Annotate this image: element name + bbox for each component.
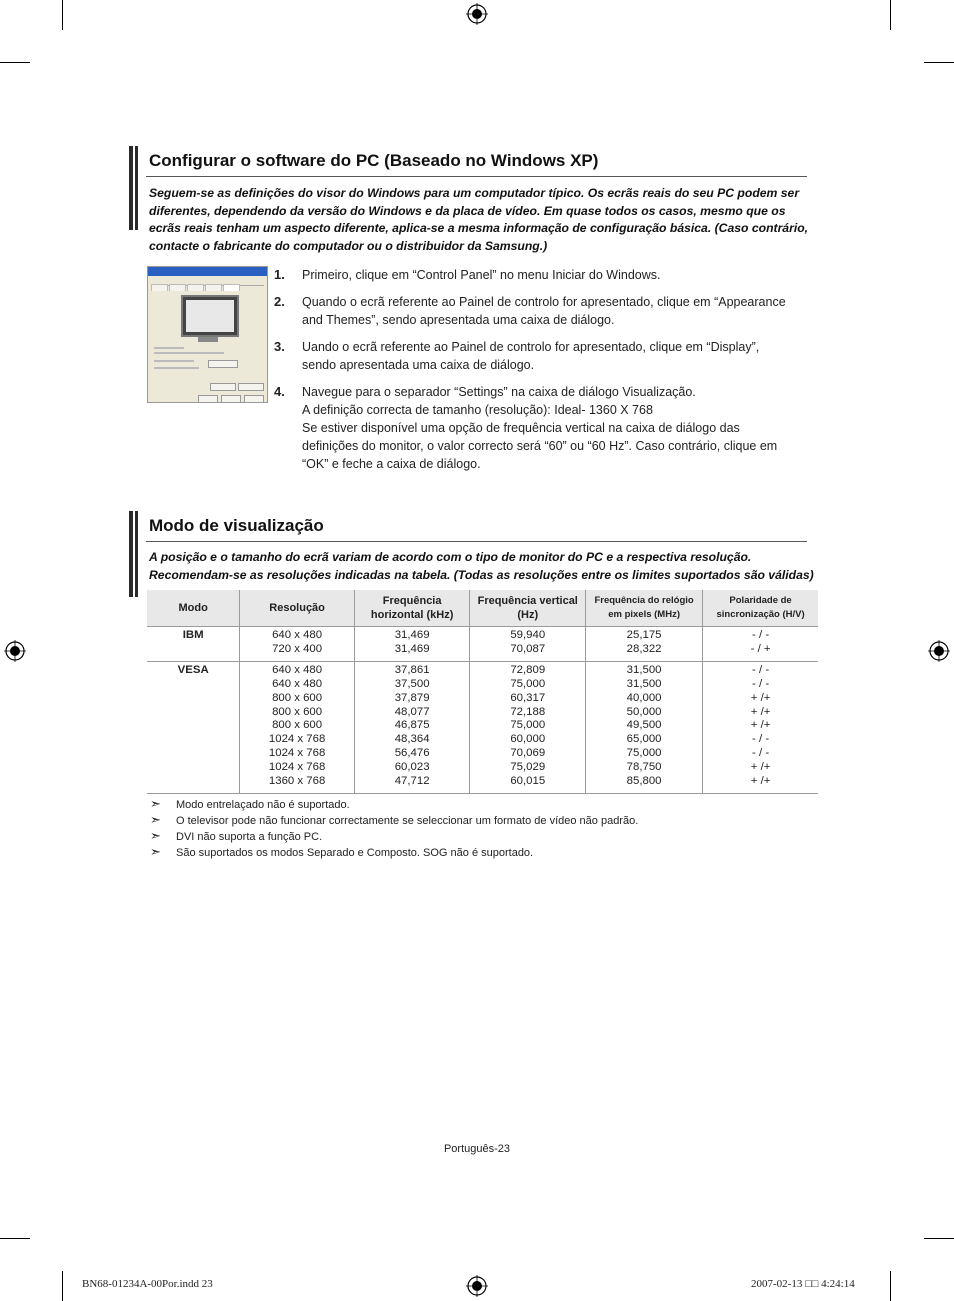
steps-list <box>274 266 794 482</box>
cell-value: 31,469 <box>394 629 430 641</box>
crop-mark <box>890 1271 891 1301</box>
cell-value: + /+ <box>750 719 771 732</box>
cell-value: 1024 x 768 <box>268 761 326 774</box>
page-footer: Português-23 <box>443 1143 511 1155</box>
step-text: Se estiver disponível uma opção de frequência vertical na caixa de diálogo das definições do monitor, o valor correcto será “60” ou “60 Hz”. Caso contrário, clique em “OK” e feche a caixa de diálogo. <box>302 421 778 471</box>
registration-mark-icon <box>466 3 488 25</box>
section-intro: Seguem-se as definições do visor do Windows para um computador típico. Os ecrãs reais do seu PC podem ser diferentes, dependendo da versão do Windows e da placa de vídeo. Em quase todos os casos, mesmo que os ecrãs reais tenham um aspecto diferente, aplica-se a mesma informação de configuração básica. (Caso contrário, contacte o fabricante do computador ou o distribuidor da Samsung.) <box>149 186 809 253</box>
section-bar <box>135 511 138 597</box>
step-item <box>274 266 794 284</box>
monitor-icon <box>181 295 239 337</box>
table-cell <box>586 627 703 662</box>
cell-value: 72,188 <box>510 705 546 718</box>
cell-value: 70,087 <box>510 642 546 655</box>
cell-value: - / + <box>750 642 771 655</box>
table-cell <box>703 627 818 662</box>
cell-value: 78,750 <box>626 761 662 774</box>
cell-value: 800 x 600 <box>272 719 323 732</box>
cell-value: 72,809 <box>510 663 546 676</box>
mode-cell: IBM <box>147 627 240 662</box>
crop-mark <box>62 1271 63 1301</box>
dialog-titlebar <box>148 267 267 276</box>
header-mode: Modo <box>147 590 240 627</box>
cell-value: 65,000 <box>626 733 662 746</box>
cell-value: 25,175 <box>626 629 662 641</box>
crop-mark <box>924 62 954 63</box>
note-item <box>150 797 638 813</box>
crop-mark <box>0 62 30 63</box>
cell-value: + /+ <box>750 761 771 774</box>
cell-value: 28,322 <box>626 642 662 655</box>
table-cell <box>354 661 470 793</box>
step-text: Uando o ecrã referente ao Painel de controlo for apresentado, clique em “Display”, sendo apresentada uma caixa de diálogo. <box>302 340 760 372</box>
cell-value: 50,000 <box>626 705 662 718</box>
cell-value: 800 x 600 <box>272 691 323 704</box>
cell-value: 85,800 <box>626 775 662 788</box>
cell-value: 60,317 <box>510 691 546 704</box>
cell-value: + /+ <box>750 775 771 788</box>
cell-value: 640 x 480 <box>272 629 323 641</box>
cell-value: 60,023 <box>394 761 430 774</box>
note-text: São suportados os modos Separado e Composto. SOG não é suportado. <box>176 847 534 859</box>
header-v-freq: Frequência vertical (Hz) <box>470 590 586 627</box>
cell-value: 48,364 <box>394 733 430 746</box>
note-item <box>150 845 638 861</box>
mode-cell: VESA <box>147 661 240 793</box>
section-intro: A posição e o tamanho do ecrã variam de acordo com o tipo de monitor do PC e a respectiva resolução. Recomendam-se as resoluções indicadas na tabela. (Todas as resoluções entre os limites suportados são válidas) <box>149 550 814 582</box>
crop-mark <box>890 0 891 30</box>
cell-value: - / - <box>752 747 770 760</box>
step-item <box>274 293 794 329</box>
table-cell <box>703 661 818 793</box>
step-text: A definição correcta de tamanho (resolução): Ideal- 1360 X 768 <box>302 403 653 417</box>
cell-value: 640 x 480 <box>272 677 323 690</box>
table-header-row <box>147 590 818 627</box>
cell-value: 720 x 400 <box>272 642 323 655</box>
cell-value: 46,875 <box>394 719 430 732</box>
cell-value: 60,015 <box>510 775 546 788</box>
cell-value: 31,469 <box>394 642 430 655</box>
note-item <box>150 829 638 845</box>
step-text: Navegue para o separador “Settings” na caixa de diálogo Visualização. <box>302 385 696 399</box>
registration-mark-icon <box>466 1275 488 1297</box>
table-cell <box>354 627 470 662</box>
cell-value: + /+ <box>750 691 771 704</box>
cell-value: 49,500 <box>626 719 662 732</box>
cell-value: - / - <box>752 677 770 690</box>
cell-value: 1360 x 768 <box>268 775 326 788</box>
step-number: 3. <box>274 339 285 354</box>
table-cell <box>240 661 355 793</box>
arrow-note-icon: ➣ <box>150 844 161 859</box>
cell-value: 59,940 <box>510 629 546 641</box>
notes-list <box>150 797 638 861</box>
step-item <box>274 338 794 374</box>
registration-mark-icon <box>4 640 26 662</box>
header-h-freq: Frequência horizontal (kHz) <box>354 590 470 627</box>
table-cell <box>470 627 586 662</box>
section-bar <box>135 146 138 230</box>
section-bar <box>129 146 133 230</box>
cell-value: 60,000 <box>510 733 546 746</box>
arrow-note-icon: ➣ <box>150 796 161 811</box>
cell-value: 56,476 <box>394 747 430 760</box>
header-pixel-clock: Frequência do relógio em pixels (MHz) <box>586 590 703 627</box>
cell-value: 75,029 <box>510 761 546 774</box>
note-text: O televisor pode não funcionar correctamente se seleccionar um formato de vídeo não padrão. <box>176 815 639 827</box>
crop-mark <box>0 1238 30 1239</box>
table-cell <box>240 627 355 662</box>
cell-value: + /+ <box>750 705 771 718</box>
note-item <box>150 813 638 829</box>
table-row <box>147 627 818 662</box>
arrow-note-icon: ➣ <box>150 828 161 843</box>
table-row <box>147 661 818 793</box>
table-cell <box>586 661 703 793</box>
cell-value: 75,000 <box>510 677 546 690</box>
step-text: Primeiro, clique em “Control Panel” no menu Iniciar do Windows. <box>302 268 661 282</box>
step-number: 4. <box>274 384 285 399</box>
cell-value: 37,500 <box>394 677 430 690</box>
cell-value: 31,500 <box>626 663 662 676</box>
dialog-tabs <box>151 278 264 286</box>
cell-value: 1024 x 768 <box>268 747 326 760</box>
slug-file: BN68-01234A-00Por.indd 23 <box>82 1278 213 1290</box>
cell-value: 48,077 <box>394 705 430 718</box>
cell-value: - / - <box>752 733 770 746</box>
note-text: DVI não suporta a função PC. <box>176 831 323 843</box>
arrow-note-icon: ➣ <box>150 812 161 827</box>
display-modes-table <box>147 590 818 794</box>
cell-value: 37,861 <box>394 663 430 676</box>
slug-date: 2007-02-13 □□ 4:24:14 <box>751 1278 855 1290</box>
cell-value: - / - <box>752 629 770 641</box>
section-rule <box>146 176 807 177</box>
cell-value: 40,000 <box>626 691 662 704</box>
cell-value: - / - <box>752 663 770 676</box>
section-title: Modo de visualização <box>149 516 324 535</box>
header-polarity: Polaridade de sincronização (H/V) <box>703 590 818 627</box>
header-resolution: Resolução <box>240 590 355 627</box>
step-item <box>274 383 794 473</box>
cell-value: 31,500 <box>626 677 662 690</box>
table-cell <box>470 661 586 793</box>
display-properties-screenshot <box>147 266 268 403</box>
cell-value: 800 x 600 <box>272 705 323 718</box>
cell-value: 70,069 <box>510 747 546 760</box>
cell-value: 47,712 <box>394 775 430 788</box>
step-number: 1. <box>274 267 285 282</box>
cell-value: 75,000 <box>510 719 546 732</box>
step-number: 2. <box>274 294 285 309</box>
step-text: Quando o ecrã referente ao Painel de controlo for apresentado, clique em “Appearance and Themes”, sendo apresentada uma caixa de diálogo. <box>302 295 786 327</box>
cell-value: 37,879 <box>394 691 430 704</box>
note-text: Modo entrelaçado não é suportado. <box>176 799 350 811</box>
registration-mark-icon <box>928 640 950 662</box>
cell-value: 640 x 480 <box>272 663 323 676</box>
cell-value: 1024 x 768 <box>268 733 326 746</box>
cell-value: 75,000 <box>626 747 662 760</box>
section-rule <box>146 541 807 542</box>
crop-mark <box>924 1238 954 1239</box>
section-bar <box>129 511 133 597</box>
crop-mark <box>62 0 63 30</box>
section-title: Configurar o software do PC (Baseado no Windows XP) <box>149 151 599 170</box>
